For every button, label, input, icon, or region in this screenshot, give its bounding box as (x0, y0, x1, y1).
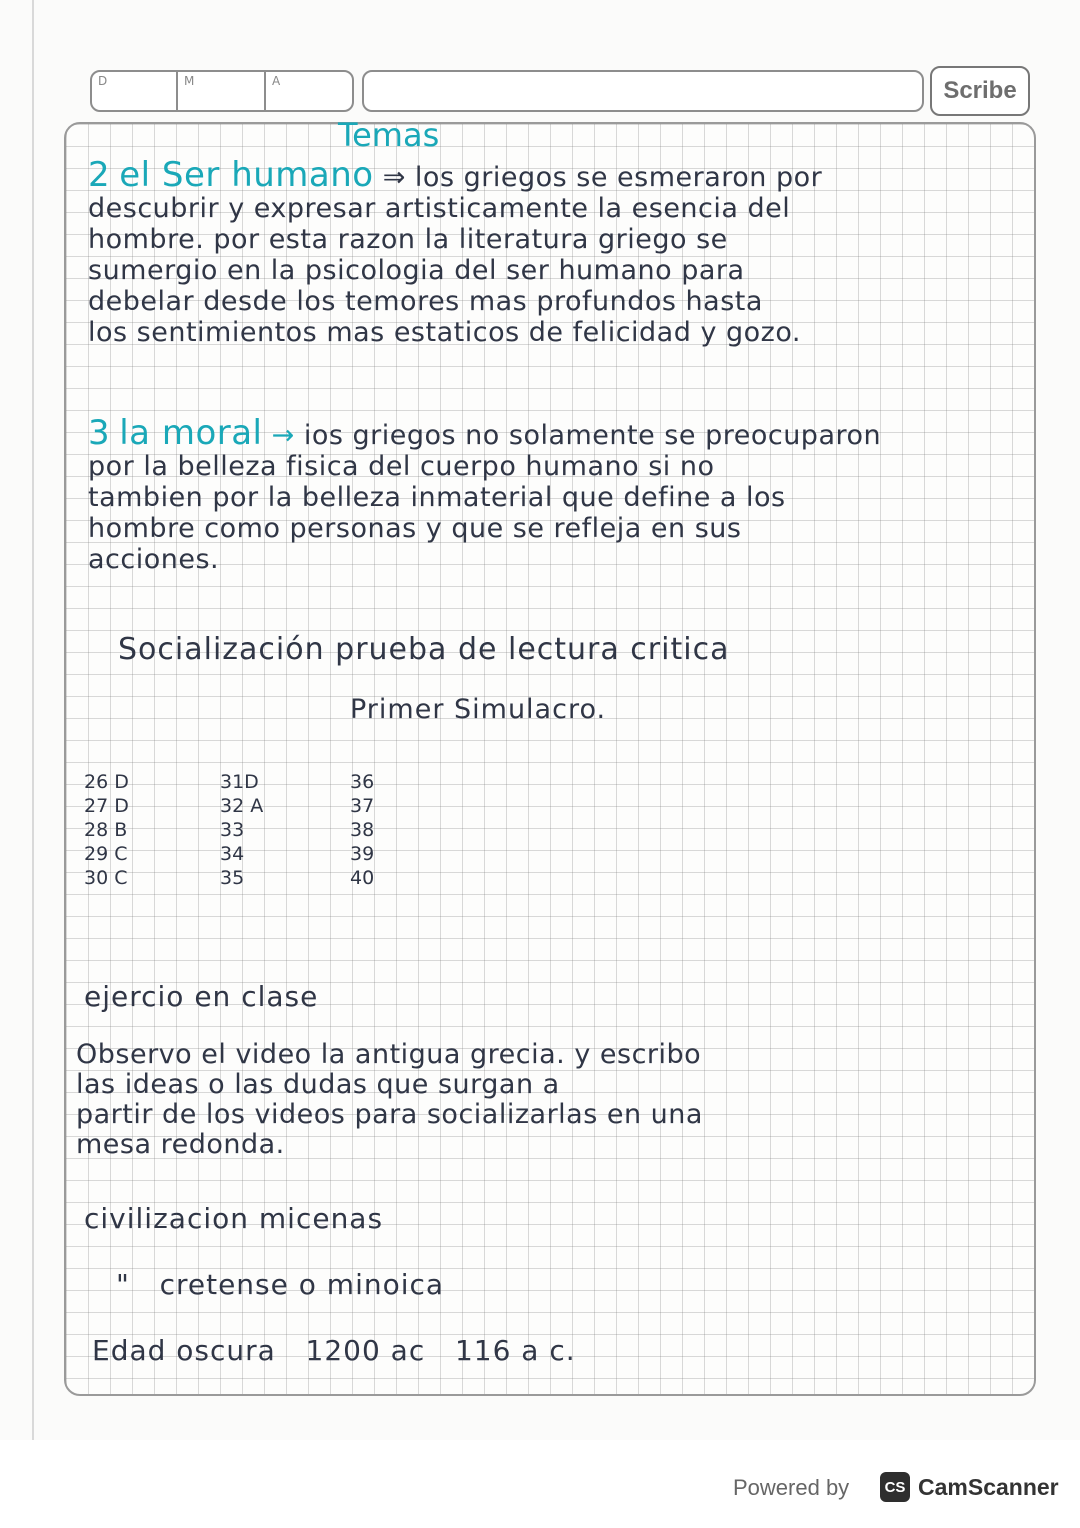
day-label: D (98, 74, 108, 88)
section-3-line: hombre como personas y que se refleja en sus (88, 513, 742, 544)
civilizacion-line-1: civilizacion micenas (84, 1202, 384, 1235)
notes-title: Temas (338, 116, 440, 154)
answer: 28 B (84, 819, 128, 841)
ejercicio-line: mesa redonda. (76, 1129, 285, 1160)
section-2-line: sumergio en la psicologia del ser humano para (88, 255, 745, 286)
section-3-number: 3 (88, 413, 111, 453)
section-2-line: los sentimientos mas estaticos de felicidad y gozo. (88, 317, 801, 348)
arrow-icon: → (271, 420, 295, 451)
answer: 31D (220, 771, 259, 793)
answer: 34 (220, 843, 245, 865)
month-cell (176, 72, 195, 110)
answer: 37 (350, 795, 375, 817)
answer: 29 C (84, 843, 128, 865)
section-3-line: tambien por la belleza inmaterial que define a los (88, 482, 786, 513)
brand-logo: Scribe (930, 66, 1030, 116)
camscanner-logo-icon: CS (880, 1472, 910, 1502)
section-2-line: descubrir y expresar artisticamente la esencia del (88, 193, 791, 224)
socializacion-title: Socialización prueba de lectura critica (118, 632, 730, 667)
answer: 30 C (84, 867, 128, 889)
answer: 35 (220, 867, 245, 889)
subject-box (362, 70, 924, 112)
date-box (90, 70, 354, 112)
arrow-icon: ⇒ (382, 162, 406, 193)
civilizacion-line-3: Edad oscura 1200 ac 116 a c. (92, 1334, 576, 1367)
section-3-line: acciones. (88, 544, 220, 575)
answer: 33 (220, 819, 245, 841)
section-2-line: debelar desde los temores mas profundos hasta (88, 286, 763, 317)
answers-col-2 (220, 770, 263, 890)
answer: 32 A (220, 795, 264, 817)
answer: 39 (350, 843, 375, 865)
answer: 27 D (84, 795, 129, 817)
answer: 36 (350, 771, 375, 793)
section-2-number: 2 (88, 155, 111, 195)
year-cell (264, 72, 281, 110)
answers-col-1 (84, 770, 129, 890)
section-3 (88, 413, 882, 575)
answer: 40 (350, 867, 375, 889)
section-3-line: por la belleza fisica del cuerpo humano si no (88, 451, 715, 482)
simulacro-subtitle: Primer Simulacro. (350, 694, 607, 725)
civilizacion-line-2: " cretense o minoica (116, 1268, 445, 1301)
section-2-line: hombre. por esta razon la literatura griego se (88, 224, 728, 255)
ejercicio-title: ejercio en clase (84, 980, 319, 1013)
section-2-line: los griegos se esmeraron por (414, 162, 823, 193)
section-3-heading: la moral (119, 413, 263, 453)
answer: 38 (350, 819, 375, 841)
camscanner-name: CamScanner (918, 1474, 1059, 1500)
ejercicio-line: Observo el video la antigua grecia. y escribo (76, 1039, 702, 1070)
section-2 (88, 155, 823, 348)
ejercicio-line: las ideas o las dudas que surgan a (76, 1069, 560, 1100)
section-2-heading: el Ser humano (119, 155, 374, 195)
ejercicio-line: partir de los videos para socializarlas en una (76, 1099, 703, 1130)
margin-rule (32, 0, 34, 1440)
month-label: M (184, 74, 195, 88)
answer: 26 D (84, 771, 129, 793)
answers-col-3 (350, 770, 374, 890)
ejercicio-text (76, 1040, 703, 1160)
year-label: A (272, 74, 281, 88)
powered-by-text: Powered by (733, 1475, 850, 1500)
section-3-line: ios griegos no solamente se preocuparon (303, 420, 882, 451)
